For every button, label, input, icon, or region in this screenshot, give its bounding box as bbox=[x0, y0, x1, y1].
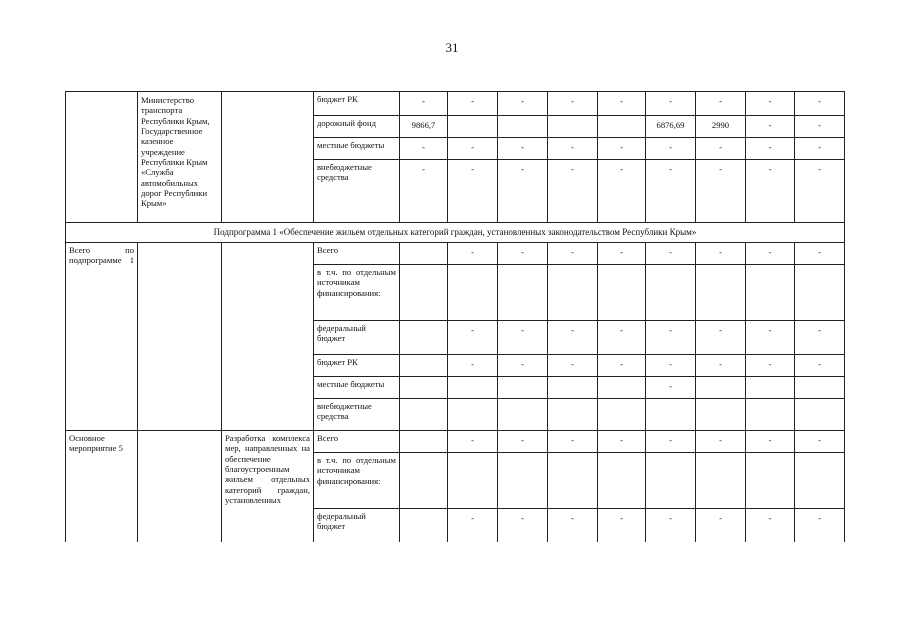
value-cell bbox=[400, 243, 448, 265]
table-row bbox=[66, 431, 845, 453]
table-row bbox=[66, 243, 845, 265]
source-cell: федеральный бюджет bbox=[314, 321, 400, 355]
value-cell: - bbox=[646, 92, 696, 116]
value-cell: 2990 bbox=[696, 116, 746, 138]
value-cell bbox=[598, 265, 646, 321]
value-cell bbox=[696, 399, 746, 431]
source-cell: Всего bbox=[314, 243, 400, 265]
value-cell bbox=[696, 453, 746, 509]
value-cell bbox=[795, 265, 845, 321]
value-cell bbox=[598, 377, 646, 399]
value-cell: - bbox=[795, 160, 845, 223]
empty-cell bbox=[138, 431, 222, 542]
page-number: 31 bbox=[445, 40, 459, 55]
value-cell: - bbox=[400, 160, 448, 223]
financing-table-body bbox=[66, 92, 845, 542]
value-cell bbox=[548, 116, 598, 138]
value-cell bbox=[400, 453, 448, 509]
value-cell: - bbox=[795, 243, 845, 265]
value-cell bbox=[746, 399, 795, 431]
value-cell bbox=[498, 265, 548, 321]
value-cell: - bbox=[448, 431, 498, 453]
value-cell: - bbox=[598, 355, 646, 377]
value-cell: - bbox=[548, 509, 598, 542]
value-cell bbox=[746, 377, 795, 399]
value-cell bbox=[646, 453, 696, 509]
value-cell: - bbox=[696, 160, 746, 223]
value-cell bbox=[400, 321, 448, 355]
value-cell bbox=[448, 265, 498, 321]
subprogram-total-label: Всего по подпрограмме 1 bbox=[66, 243, 138, 431]
value-cell: - bbox=[498, 321, 548, 355]
value-cell bbox=[598, 116, 646, 138]
source-cell: дорожный фонд bbox=[314, 116, 400, 138]
value-cell: - bbox=[498, 138, 548, 160]
empty-cell bbox=[222, 243, 314, 431]
value-cell: - bbox=[696, 509, 746, 542]
source-cell: внебюджетные средства bbox=[314, 160, 400, 223]
value-cell bbox=[448, 399, 498, 431]
source-cell: внебюджетные средства bbox=[314, 399, 400, 431]
value-cell: - bbox=[448, 321, 498, 355]
value-cell bbox=[795, 399, 845, 431]
empty-cell bbox=[66, 92, 138, 223]
value-cell: - bbox=[746, 138, 795, 160]
value-cell: - bbox=[795, 355, 845, 377]
value-cell: - bbox=[746, 509, 795, 542]
value-cell bbox=[548, 453, 598, 509]
empty-cell bbox=[138, 243, 222, 431]
value-cell bbox=[646, 399, 696, 431]
value-cell: - bbox=[548, 431, 598, 453]
value-cell: - bbox=[598, 321, 646, 355]
value-cell: 6876,69 bbox=[646, 116, 696, 138]
value-cell bbox=[646, 265, 696, 321]
empty-cell bbox=[222, 92, 314, 223]
value-cell: - bbox=[696, 431, 746, 453]
value-cell bbox=[448, 377, 498, 399]
value-cell: - bbox=[400, 92, 448, 116]
value-cell: - bbox=[696, 355, 746, 377]
value-cell: - bbox=[598, 243, 646, 265]
value-cell: - bbox=[448, 509, 498, 542]
value-cell bbox=[696, 265, 746, 321]
value-cell: - bbox=[746, 116, 795, 138]
value-cell bbox=[548, 265, 598, 321]
value-cell: - bbox=[746, 431, 795, 453]
value-cell: - bbox=[646, 377, 696, 399]
value-cell: - bbox=[498, 355, 548, 377]
value-cell: - bbox=[795, 509, 845, 542]
value-cell: - bbox=[598, 138, 646, 160]
value-cell: - bbox=[448, 138, 498, 160]
organization-cell: Министерство транспорта Республики Крым, Государственное казенное учреждение Республики Крым «Служба автомобильных дорог Республики Крым» bbox=[138, 92, 222, 223]
value-cell: - bbox=[548, 138, 598, 160]
value-cell: - bbox=[646, 160, 696, 223]
value-cell: 9866,7 bbox=[400, 116, 448, 138]
value-cell: - bbox=[696, 321, 746, 355]
value-cell bbox=[598, 453, 646, 509]
value-cell bbox=[598, 399, 646, 431]
value-cell: - bbox=[646, 355, 696, 377]
value-cell bbox=[498, 453, 548, 509]
value-cell: - bbox=[598, 431, 646, 453]
value-cell: - bbox=[498, 509, 548, 542]
value-cell: - bbox=[696, 243, 746, 265]
value-cell: - bbox=[400, 138, 448, 160]
value-cell: - bbox=[646, 509, 696, 542]
value-cell bbox=[548, 399, 598, 431]
source-cell: в т.ч. по отдельным источникам финансирования: bbox=[314, 265, 400, 321]
subprogram-row bbox=[66, 223, 845, 243]
source-cell: в т.ч. по отдельным источникам финансирования: bbox=[314, 453, 400, 509]
value-cell: - bbox=[548, 160, 598, 223]
financing-table bbox=[65, 91, 845, 542]
value-cell: - bbox=[795, 138, 845, 160]
value-cell: - bbox=[746, 160, 795, 223]
activity-label: Основное мероприятие 5 bbox=[66, 431, 138, 542]
value-cell: - bbox=[646, 321, 696, 355]
subprogram-title: Подпрограмма 1 «Обеспечение жильем отдельных категорий граждан, установленных законодательством Республики Крым» bbox=[66, 223, 845, 243]
value-cell: - bbox=[795, 431, 845, 453]
value-cell: - bbox=[548, 243, 598, 265]
value-cell bbox=[498, 116, 548, 138]
value-cell bbox=[400, 399, 448, 431]
value-cell: - bbox=[746, 355, 795, 377]
value-cell: - bbox=[448, 243, 498, 265]
value-cell bbox=[448, 453, 498, 509]
value-cell: - bbox=[795, 92, 845, 116]
value-cell: - bbox=[598, 509, 646, 542]
source-cell: бюджет РК bbox=[314, 355, 400, 377]
value-cell bbox=[696, 377, 746, 399]
value-cell bbox=[746, 453, 795, 509]
source-cell: местные бюджеты bbox=[314, 138, 400, 160]
value-cell: - bbox=[746, 321, 795, 355]
value-cell: - bbox=[448, 92, 498, 116]
table-row bbox=[66, 92, 845, 116]
value-cell: - bbox=[795, 321, 845, 355]
value-cell bbox=[746, 265, 795, 321]
value-cell: - bbox=[598, 160, 646, 223]
value-cell: - bbox=[448, 160, 498, 223]
value-cell: - bbox=[548, 321, 598, 355]
value-cell bbox=[400, 355, 448, 377]
value-cell: - bbox=[498, 431, 548, 453]
value-cell: - bbox=[646, 431, 696, 453]
source-cell: Всего bbox=[314, 431, 400, 453]
value-cell bbox=[400, 265, 448, 321]
value-cell: - bbox=[448, 355, 498, 377]
value-cell bbox=[400, 377, 448, 399]
value-cell: - bbox=[696, 138, 746, 160]
value-cell: - bbox=[598, 92, 646, 116]
value-cell: - bbox=[746, 243, 795, 265]
value-cell: - bbox=[746, 92, 795, 116]
value-cell: - bbox=[498, 92, 548, 116]
value-cell: - bbox=[795, 116, 845, 138]
value-cell: - bbox=[696, 92, 746, 116]
value-cell bbox=[498, 377, 548, 399]
value-cell bbox=[548, 377, 598, 399]
source-cell: бюджет РК bbox=[314, 92, 400, 116]
value-cell bbox=[795, 377, 845, 399]
value-cell: - bbox=[548, 92, 598, 116]
value-cell bbox=[448, 116, 498, 138]
value-cell: - bbox=[646, 243, 696, 265]
source-cell: федеральный бюджет bbox=[314, 509, 400, 542]
value-cell: - bbox=[498, 243, 548, 265]
value-cell bbox=[795, 453, 845, 509]
source-cell: местные бюджеты bbox=[314, 377, 400, 399]
value-cell bbox=[400, 431, 448, 453]
value-cell: - bbox=[548, 355, 598, 377]
value-cell: - bbox=[646, 138, 696, 160]
value-cell bbox=[400, 509, 448, 542]
value-cell bbox=[498, 399, 548, 431]
activity-description: Разработка комплекса мер, направленных на обеспечение благоустроенным жильем отдельных категорий граждан, установленных bbox=[222, 431, 314, 542]
value-cell: - bbox=[498, 160, 548, 223]
